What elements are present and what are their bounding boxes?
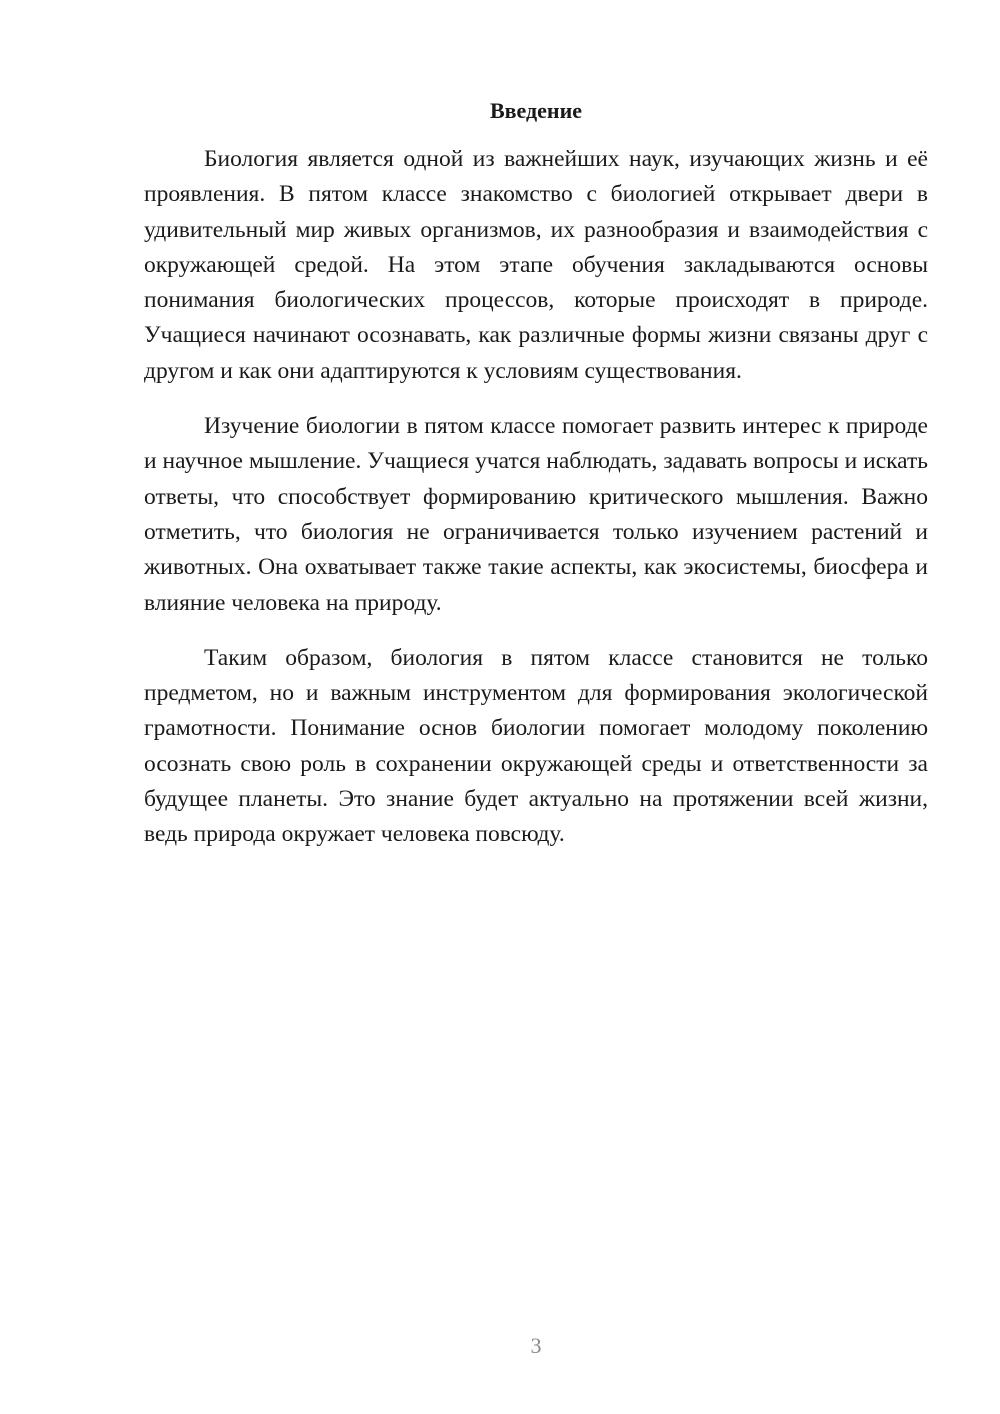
paragraph-1: Биология является одной из важнейших наук, изучающих жизнь и её проявления. В пятом классе знакомство с биологией открывает двери в удивительный мир живых организмов, их разнообразия и взаимодействия с окружающей средой. На этом этапе обучения закладываются основы понимания биологических процессов, которые происходят в природе. Учащиеся начинают осознавать, как различные формы жизни связаны друг с другом и как они адаптируются к условиям существования.	[144, 146, 928, 384]
body-text	[144, 142, 928, 873]
page-number: 3	[530, 1333, 542, 1358]
paragraph-3: Таким образом, биология в пятом классе становится не только предметом, но и важным инструментом для формирования экологической грамотности. Понимание основ биологии помогает молодому поколению осознать свою роль в сохранении окружающей среды и ответственности за будущее планеты. Это знание будет актуально на протяжении всей жизни, ведь природа окружает человека повсюду.	[144, 644, 928, 848]
paragraph-2: Изучение биологии в пятом классе помогает развить интерес к природе и научное мышление. Учащиеся учатся наблюдать, задавать вопросы и искать ответы, что способствует формированию критического мышления. Важно отметить, что биология не ограничивается только изучением растений и животных. Она охватывает также такие аспекты, как экосистемы, биосфера и влияние человека на природу.	[144, 413, 928, 616]
section-title: Введение	[489, 98, 583, 123]
